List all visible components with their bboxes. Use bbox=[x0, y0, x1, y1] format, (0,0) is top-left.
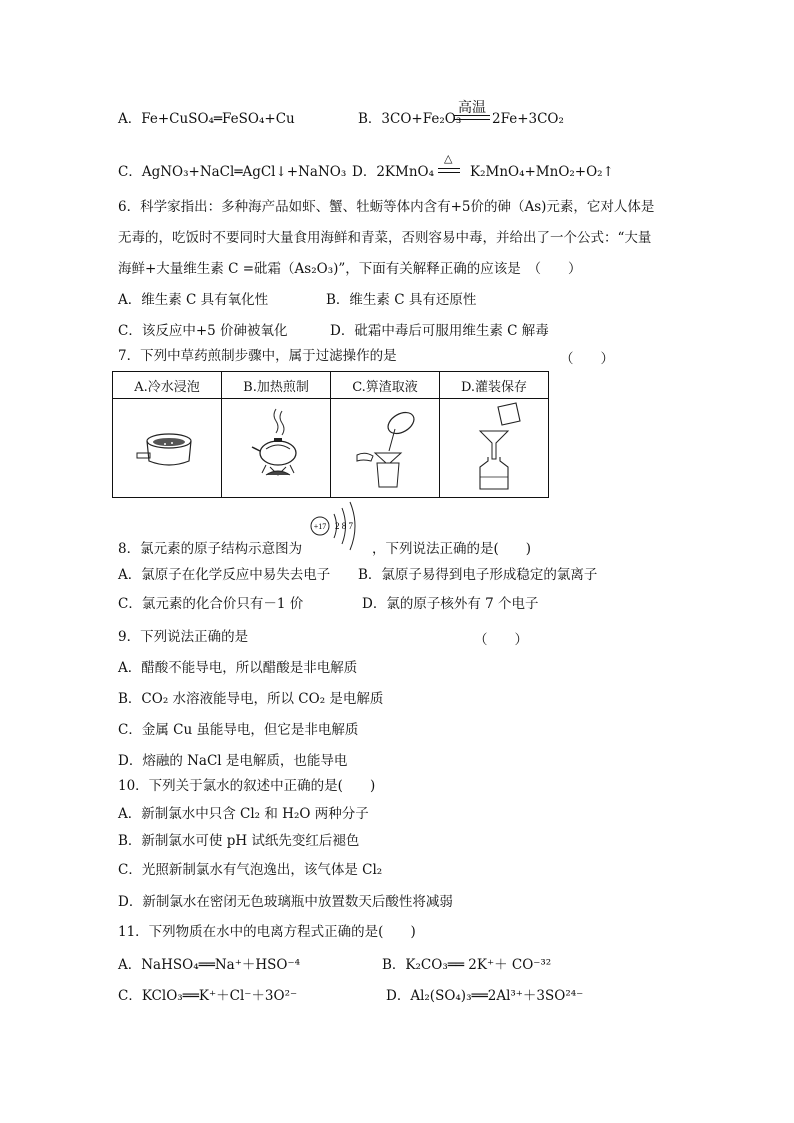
q7-stem: 7．下列中草药煎制步骤中，属于过滤操作的是 bbox=[118, 348, 397, 364]
q7-image-a bbox=[113, 399, 222, 498]
filtering-icon bbox=[335, 401, 435, 491]
q6-stem-line-2: 无毒的，吃饭时不要同时大量食用海鲜和青菜，否则容易中毒，并给出了一个公式：“大量 bbox=[118, 230, 652, 246]
q8-stem-lead: 8．氯元素的原子结构示意图为 bbox=[118, 541, 303, 557]
q5-option-b-condition: 高温 bbox=[458, 100, 486, 116]
q7-header-d: D.灌装保存 bbox=[440, 372, 549, 399]
q10-option-c: C．光照新制氯水有气泡逸出，该气体是 Cl₂ bbox=[118, 862, 383, 878]
bottling-icon bbox=[444, 401, 544, 491]
q6-option-d: D．砒霜中毒后可服用维生素 C 解毒 bbox=[330, 323, 549, 339]
q6-stem-line-1: 6．科学家指出：多种海产品如虾、蟹、牡蛎等体内含有+5价的砷（As)元素，它对人体是 bbox=[118, 199, 655, 215]
q5-option-a: A．Fe+CuSO₄═FeSO₄+Cu bbox=[118, 111, 295, 127]
chlorine-atom-structure-diagram bbox=[306, 500, 376, 554]
q7-header-a: A.冷水浸泡 bbox=[113, 372, 222, 399]
q8-stem-tail: ，下列说法正确的是( ) bbox=[372, 541, 532, 557]
q7-image-c bbox=[331, 399, 440, 498]
q11-option-c: C．KClO₃══K⁺＋Cl⁻＋3O²⁻ bbox=[118, 988, 298, 1004]
q9-option-c: C．金属 Cu 虽能导电，但它是非电解质 bbox=[118, 722, 359, 738]
q11-stem: 11．下列物质在水中的电离方程式正确的是( ) bbox=[118, 924, 416, 940]
q8-option-c: C．氯元素的化合价只有－1 价 bbox=[118, 596, 304, 612]
q5-option-b-equals bbox=[454, 115, 490, 120]
q6-option-b: B．维生素 C 具有还原性 bbox=[326, 292, 477, 308]
q7-image-d bbox=[440, 399, 549, 498]
atom-nucleus-label: +17 bbox=[313, 522, 327, 531]
soaking-pot-icon bbox=[117, 401, 217, 491]
q10-option-a: A．新制氯水中只含 Cl₂ 和 H₂O 两种分子 bbox=[118, 806, 369, 822]
q9-option-d: D．熔融的 NaCl 是电解质，也能导电 bbox=[118, 753, 348, 769]
q5-option-d-lead: D．2KMnO₄ bbox=[352, 164, 434, 180]
q9-option-a: A．醋酸不能导电，所以醋酸是非电解质 bbox=[118, 660, 358, 676]
q7-answer-paren: （ ） bbox=[560, 351, 614, 367]
q8-option-b: B．氯原子易得到电子形成稳定的氯离子 bbox=[358, 567, 598, 583]
q5-option-b-tail: 2Fe+3CO₂ bbox=[492, 111, 564, 127]
q5-option-d-tail: K₂MnO₄+MnO₂+O₂↑ bbox=[470, 164, 614, 180]
q10-stem: 10．下列关于氯水的叙述中正确的是( ) bbox=[118, 778, 376, 794]
q5-option-d-equals bbox=[438, 168, 460, 173]
q5-option-b-lead: B．3CO+Fe₂O₃ bbox=[358, 111, 462, 127]
q7-header-b: B.加热煎制 bbox=[222, 372, 331, 399]
heating-pot-icon bbox=[226, 401, 326, 491]
q7-options-table bbox=[112, 371, 549, 498]
q8-option-a: A．氯原子在化学反应中易失去电子 bbox=[118, 567, 331, 583]
atom-shell-electrons: 2 8 7 bbox=[335, 521, 353, 531]
q11-option-d: D．Al₂(SO₄)₃══2Al³⁺＋3SO²⁴⁻ bbox=[386, 988, 584, 1004]
q5-option-d-condition: △ bbox=[444, 152, 453, 165]
q7-header-c: C.箅渣取液 bbox=[331, 372, 440, 399]
q6-stem-line-3: 海鲜+大量维生素 C =砒霜（As₂O₃)”，下面有关解释正确的应该是 （ ） bbox=[118, 261, 582, 277]
q9-stem: 9．下列说法正确的是 bbox=[118, 629, 249, 645]
q9-option-b: B．CO₂ 水溶液能导电，所以 CO₂ 是电解质 bbox=[118, 691, 384, 707]
q11-option-b: B．K₂CO₃══ 2K⁺＋ CO⁻³² bbox=[382, 957, 552, 973]
q6-option-c: C．该反应中+5 价砷被氧化 bbox=[118, 323, 288, 339]
q9-answer-paren: （ ） bbox=[474, 632, 528, 648]
q7-image-b bbox=[222, 399, 331, 498]
q6-option-a: A．维生素 C 具有氧化性 bbox=[118, 292, 269, 308]
q10-option-b: B．新制氯水可使 pH 试纸先变红后褪色 bbox=[118, 833, 360, 849]
q5-option-c: C．AgNO₃+NaCl═AgCl↓+NaNO₃ bbox=[118, 164, 347, 180]
q10-option-d: D．新制氯水在密闭无色玻璃瓶中放置数天后酸性将减弱 bbox=[118, 894, 453, 910]
q8-option-d: D．氯的原子核外有 7 个电子 bbox=[362, 596, 539, 612]
q11-option-a: A．NaHSO₄══Na⁺＋HSO⁻⁴ bbox=[118, 957, 300, 973]
